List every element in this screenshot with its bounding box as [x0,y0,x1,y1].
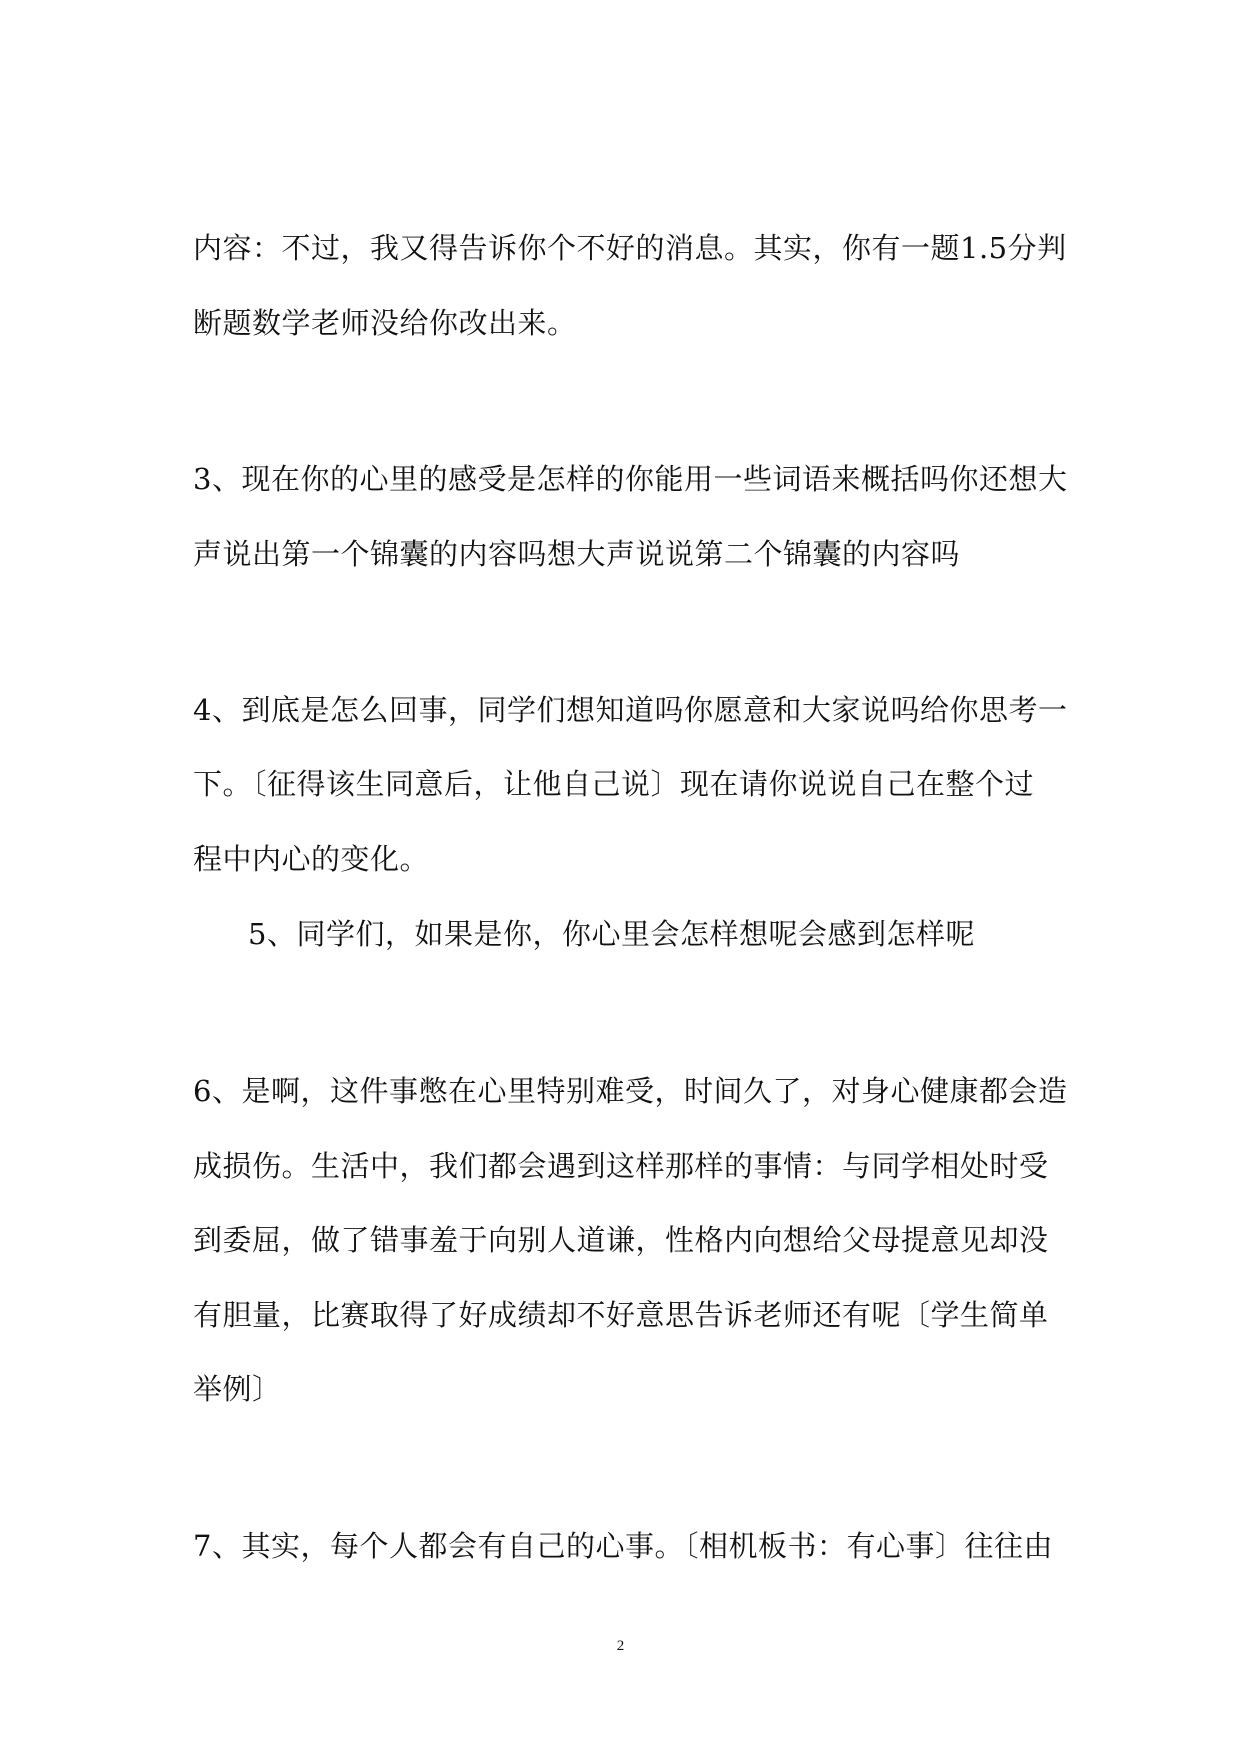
text-line: 有胆量，比赛取得了好成绩却不好意思告诉老师还有呢〔学生简单 [193,1298,1049,1332]
text-line: 6、是啊，这件事憋在心里特别难受，时间久了，对身心健康都会造 [193,1074,1068,1108]
text-line: 断题数学老师没给你改出来。 [193,306,577,340]
text-line: 3、现在你的心里的感受是怎样的你能用一些词语来概括吗你还想大 [193,462,1068,496]
page-number: 2 [616,1638,625,1654]
text-line: 成损伤。生活中，我们都会遇到这样那样的事情：与同学相处时受 [193,1149,1049,1183]
text-line: 声说出第一个锦囊的内容吗想大声说说第二个锦囊的内容吗 [193,537,961,571]
text-line: 下。〔征得该生同意后，让他自己说〕现在请你说说自己在整个过 [193,767,1035,801]
text-line: 举例〕 [193,1372,282,1406]
text-line: 4、到底是怎么回事，同学们想知道吗你愿意和大家说吗给你思考一 [193,693,1068,727]
text-line: 7、其实，每个人都会有自己的心事。〔相机板书：有心事〕往往由 [193,1529,1053,1563]
text-line: 程中内心的变化。 [193,842,430,876]
text-line: 5、同学们，如果是你，你心里会怎样想呢会感到怎样呢 [248,917,975,951]
text-line: 到委屈，做了错事羞于向别人道谦，性格内向想给父母提意见却没 [193,1223,1049,1257]
text-line: 内容：不过，我又得告诉你个不好的消息。其实，你有一题1.5分判 [193,231,1067,265]
